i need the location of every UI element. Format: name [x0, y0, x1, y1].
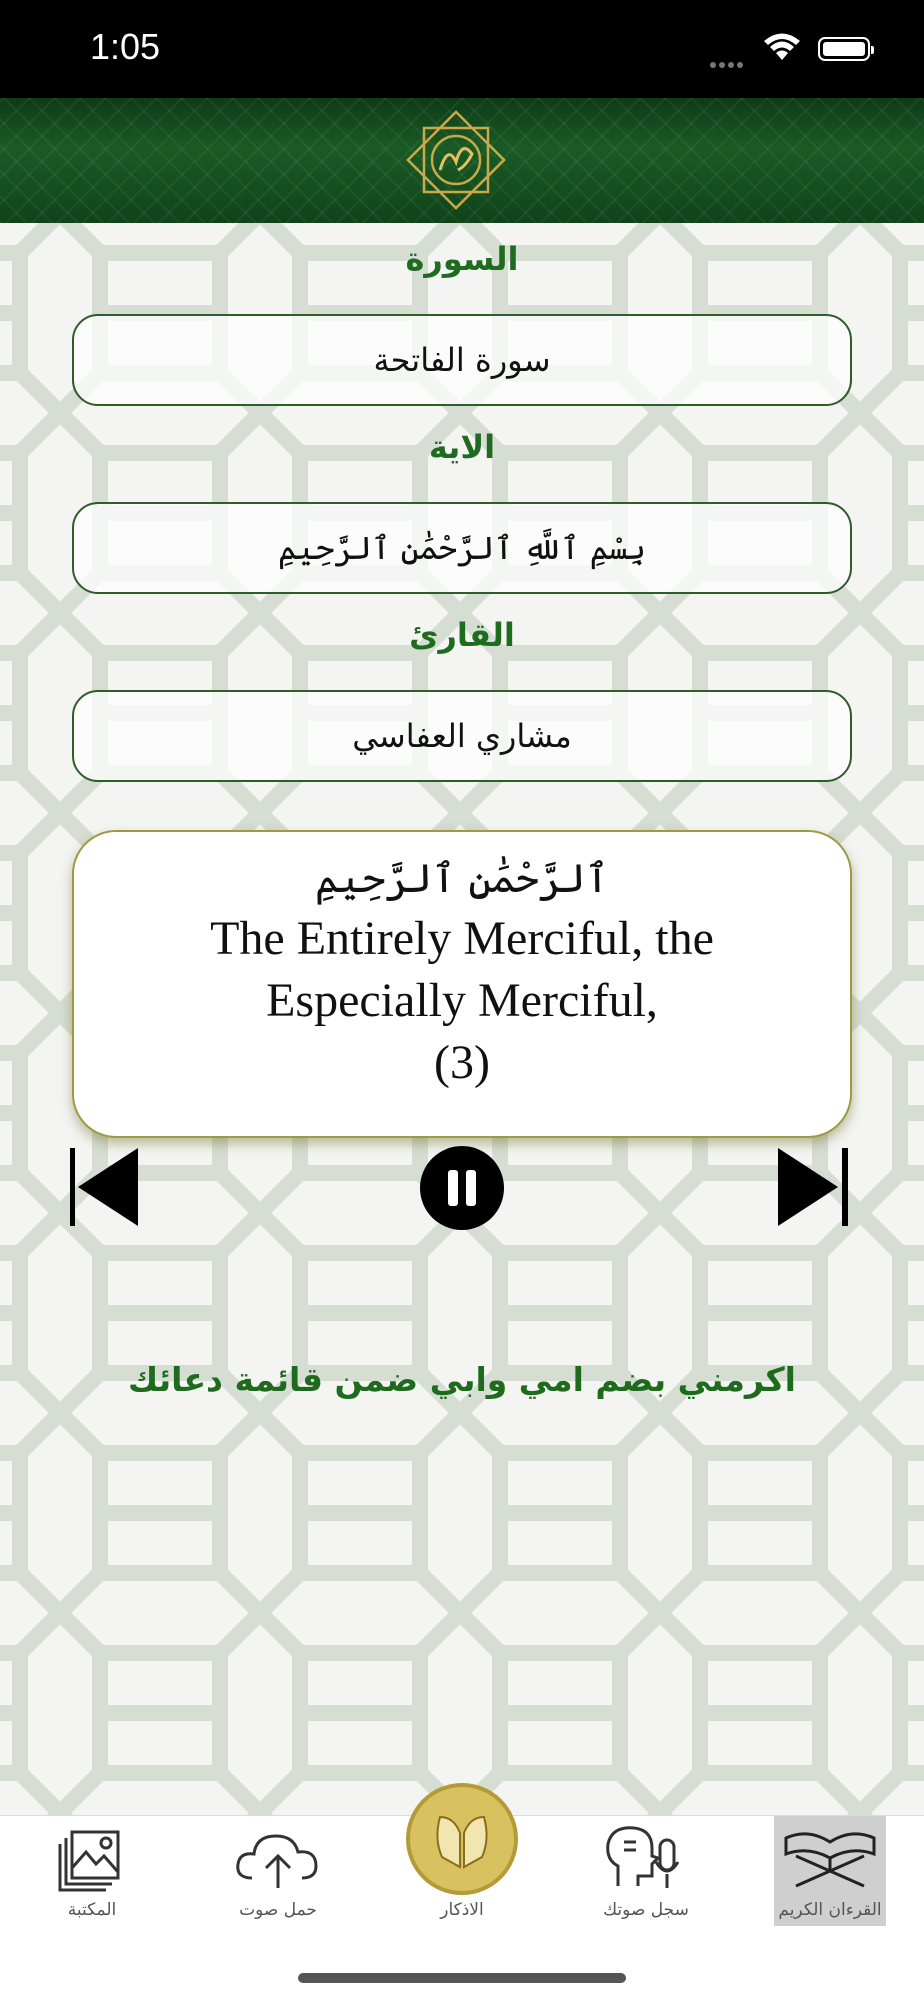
verse-number: (3)	[434, 1036, 490, 1089]
reciter-value: مشاري العفاسي	[352, 717, 572, 755]
surah-selector[interactable]	[72, 314, 852, 406]
dua-banner-text[interactable]: اكرمني بضم امي وابي ضمن قائمة دعائك	[128, 1360, 796, 1399]
tab-label: القرءان الكريم	[778, 1900, 882, 1920]
tab-record-voice[interactable]	[590, 1816, 702, 1926]
wifi-icon	[763, 32, 801, 62]
tab-library[interactable]	[36, 1816, 148, 1926]
cellular-signal-icon	[710, 53, 746, 72]
tab-label: المكتبة	[67, 1900, 117, 1920]
verse-arabic: ٱلرَّحْمَٰنِ ٱلرَّحِيمِ	[315, 856, 609, 902]
battery-icon	[818, 37, 870, 61]
library-images-icon	[36, 1816, 148, 1896]
home-indicator[interactable]	[298, 1973, 626, 1983]
pause-button[interactable]	[420, 1146, 504, 1230]
tab-label: الاذكار	[440, 1900, 484, 1920]
tab-azkar[interactable]	[406, 1816, 518, 1926]
status-time: 1:05	[90, 26, 161, 67]
ayah-value: بِسْمِ ٱللَّهِ ٱلرَّحْمَٰنِ ٱلرَّحِيمِ	[278, 529, 647, 567]
skip-next-icon[interactable]	[778, 1148, 850, 1226]
verse-card	[72, 830, 852, 1138]
tab-quran[interactable]	[774, 1816, 886, 1926]
cloud-upload-icon	[222, 1816, 334, 1896]
app-header	[0, 98, 924, 223]
tab-label: سجل صوتك	[603, 1900, 689, 1920]
status-bar	[0, 0, 924, 98]
pause-icon	[448, 1170, 458, 1206]
verse-translation: The Entirely Merciful, the Especially Merciful,	[210, 912, 714, 1027]
ayah-label: الاية	[428, 428, 496, 466]
skip-previous-icon[interactable]	[70, 1148, 138, 1226]
surah-label: السورة	[405, 240, 519, 278]
reciter-label: القارئ	[409, 616, 515, 654]
app-logo	[400, 104, 512, 216]
ayah-selector[interactable]	[72, 502, 852, 594]
tab-upload-audio[interactable]	[222, 1816, 334, 1926]
praying-hands-icon	[406, 1783, 518, 1895]
surah-value: سورة الفاتحة	[373, 341, 551, 379]
reciter-selector[interactable]	[72, 690, 852, 782]
quran-book-icon	[774, 1816, 886, 1896]
tab-label: حمل صوت	[239, 1900, 317, 1920]
voice-record-icon	[590, 1816, 702, 1896]
